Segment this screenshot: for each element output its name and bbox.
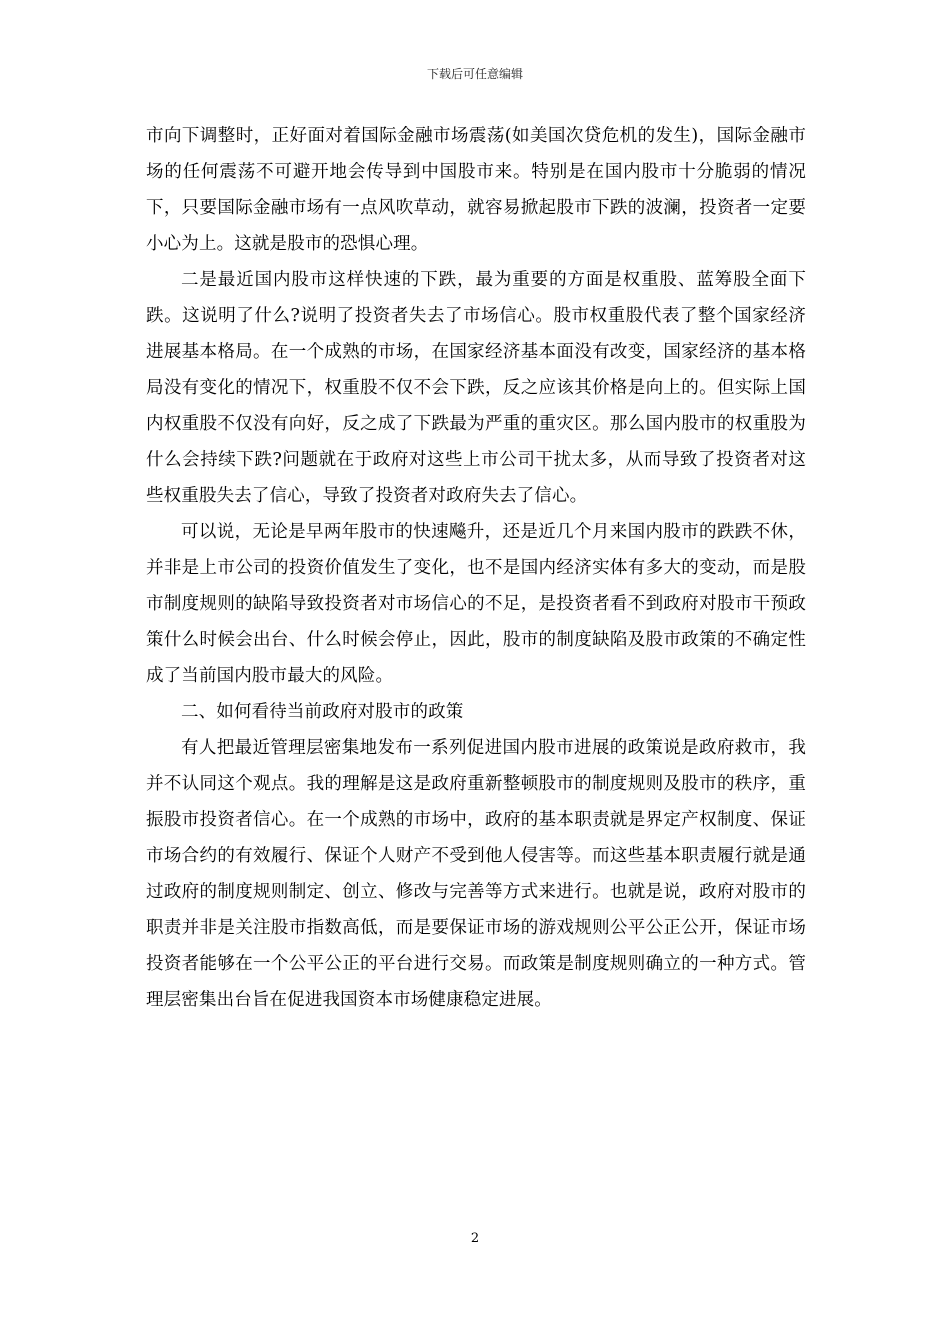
document-body — [146, 118, 806, 1018]
paragraph-5: 有人把最近管理层密集地发布一系列促进国内股市进展的政策说是政府救市，我并不认同这个观点。我的理解是这是政府重新整顿股市的制度规则及股市的秩序，重振股市投资者信心。在一个成熟的市场中，政府的基本职责就是界定产权制度、保证市场合约的有效履行、保证个人财产不受到他人侵害等。而这些基本职责履行就是通过政府的制度规则制定、创立、修改与完善等方式来进行。也就是说，政府对股市的职责并非是关注股市指数高低，而是要保证市场的游戏规则公平公正公开，保证市场投资者能够在一个公平公正的平台进行交易。而政策是制度规则确立的一种方式。管理层密集出台旨在促进我国资本市场健康稳定进展。 — [146, 738, 806, 1010]
paragraph-3: 可以说，无论是早两年股市的快速飚升，还是近几个月来国内股市的跌跌不休，并非是上市公司的投资价值发生了变化，也不是国内经济实体有多大的变动，而是股市制度规则的缺陷导致投资者对市场信心的不足，是投资者看不到政府对股市干预政策什么时候会出台、什么时候会停止，因此，股市的制度缺陷及股市政策的不确定性成了当前国内股市最大的风险。 — [146, 522, 806, 686]
page-number: 2 — [470, 1231, 480, 1246]
paragraph-2: 二是最近国内股市这样快速的下跌，最为重要的方面是权重股、蓝筹股全面下跌。这说明了什么?说明了投资者失去了市场信心。股市权重股代表了整个国家经济进展基本格局。在一个成熟的市场，在国家经济基本面没有改变，国家经济的基本格局没有变化的情况下，权重股不仅不会下跌，反之应该其价格是向上的。但实际上国内权重股不仅没有向好，反之成了下跌最为严重的重灾区。那么国内股市的权重股为什么会持续下跌?问题就在于政府对这些上市公司干扰太多，从而导致了投资者对这些权重股失去了信心，导致了投资者对政府失去了信心。 — [146, 270, 806, 506]
paragraph-1: 市向下调整时，正好面对着国际金融市场震荡(如美国次贷危机的发生)，国际金融市场的任何震荡不可避开地会传导到中国股市来。特别是在国内股市十分脆弱的情况下，只要国际金融市场有一点风吹草动，就容易掀起股市下跌的波澜，投资者一定要小心为上。这就是股市的恐惧心理。 — [146, 126, 806, 254]
section-heading: 二、如何看待当前政府对股市的政策 — [181, 702, 464, 722]
page-header: 下载后可任意编辑 — [426, 67, 523, 81]
